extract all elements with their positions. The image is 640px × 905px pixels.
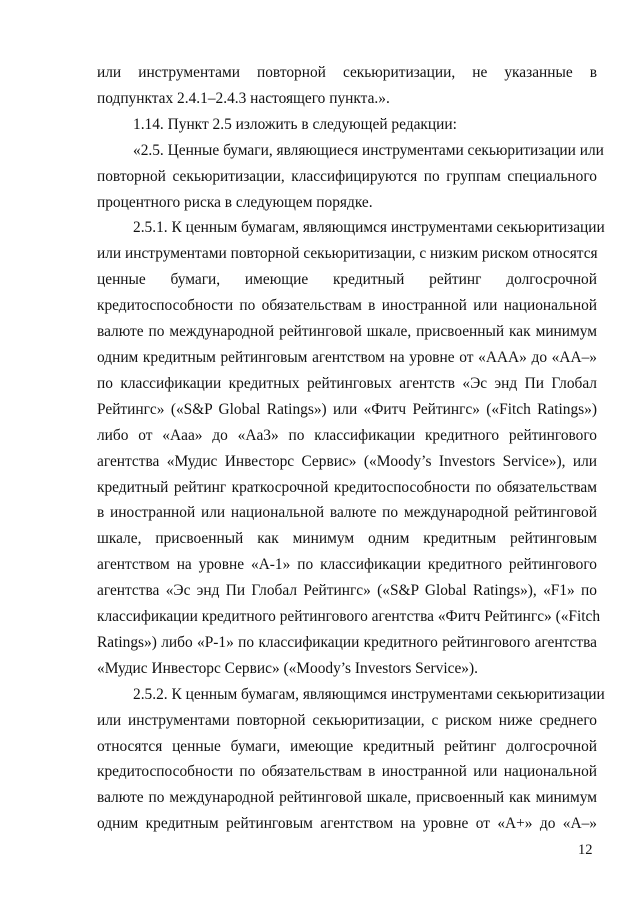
text-line: одним кредитным рейтинговым агентством на уровне от «AAA» до «AA–» — [97, 348, 597, 366]
text-line: кредитный рейтинг краткосрочной кредитоспособности по обязательствам — [97, 478, 597, 496]
text-line: по классификации кредитных рейтинговых агентств «Эс энд Пи Глобал — [97, 374, 597, 392]
text-line: процентного риска в следующем порядке. — [97, 193, 373, 211]
text-line: или инструментами повторной секьюритизации, с низким риском относятся — [97, 245, 598, 263]
text-line: 1.14. Пункт 2.5 изложить в следующей редакции: — [133, 115, 457, 133]
text-line: в иностранной или национальной валюте по международной рейтинговой — [97, 504, 597, 522]
text-line: подпунктах 2.4.1–2.4.3 настоящего пункта.». — [97, 89, 390, 107]
document-body — [97, 60, 605, 837]
text-line: агентства «Мудис Инвесторс Сервис» («Moody’s Investors Service»), или — [97, 452, 597, 470]
text-line: или инструментами повторной секьюритизации, с риском ниже среднего — [97, 711, 597, 729]
text-line: «Мудис Инвесторс Сервис» («Moody’s Investors Service»). — [97, 659, 478, 677]
text-line: классификации кредитного рейтингового агентства «Фитч Рейтингс» («Fitch — [97, 608, 601, 626]
text-line: 2.5.2. К ценным бумагам, являющимся инструментами секьюритизации — [133, 685, 605, 703]
text-line: валюте по международной рейтинговой шкале, присвоенный как минимум — [97, 323, 597, 341]
paragraph-item-2-5-2 — [97, 682, 605, 837]
text-line: «2.5. Ценные бумаги, являющиеся инструментами секьюритизации или — [133, 141, 604, 159]
text-line: или инструментами повторной секьюритизации, не указанные в — [97, 64, 597, 81]
text-line: Ratings») либо «P-1» по классификации кредитного рейтингового агентства — [97, 633, 597, 651]
page-number: 12 — [578, 842, 593, 858]
text-line: валюте по международной рейтинговой шкале, присвоенный как минимум — [97, 789, 597, 807]
text-line: повторной секьюритизации, классифицируются по группам специального — [97, 167, 597, 185]
text-line: агентства «Эс энд Пи Глобал Рейтингс» («S&P Global Ratings»), «F1» по — [97, 582, 597, 600]
paragraph-item-2-5-1 — [97, 215, 605, 681]
paragraph-continuation — [97, 60, 597, 112]
text-line: Рейтингс» («S&P Global Ratings») или «Фитч Рейтингс» («Fitch Ratings») — [97, 400, 597, 418]
paragraph-item-1-14 — [97, 112, 597, 138]
text-line: агентством на уровне «A-1» по классификации кредитного рейтингового — [97, 556, 597, 574]
text-line: кредитоспособности по обязательствам в иностранной или национальной — [97, 763, 597, 781]
text-line: кредитоспособности по обязательствам в иностранной или национальной — [97, 297, 597, 315]
text-line: одним кредитным рейтинговым агентством на уровне от «A+» до «A–» — [97, 815, 597, 833]
text-line: либо от «Aaa» до «Aa3» по классификации кредитного рейтингового — [97, 426, 597, 444]
text-line: относятся ценные бумаги, имеющие кредитный рейтинг долгосрочной — [97, 737, 597, 755]
text-line: шкале, присвоенный как минимум одним кредитным рейтинговым — [97, 530, 597, 548]
text-line: ценные бумаги, имеющие кредитный рейтинг долгосрочной — [97, 271, 597, 289]
paragraph-item-2-5 — [97, 138, 604, 216]
text-line: 2.5.1. К ценным бумагам, являющимся инструментами секьюритизации — [133, 219, 605, 237]
